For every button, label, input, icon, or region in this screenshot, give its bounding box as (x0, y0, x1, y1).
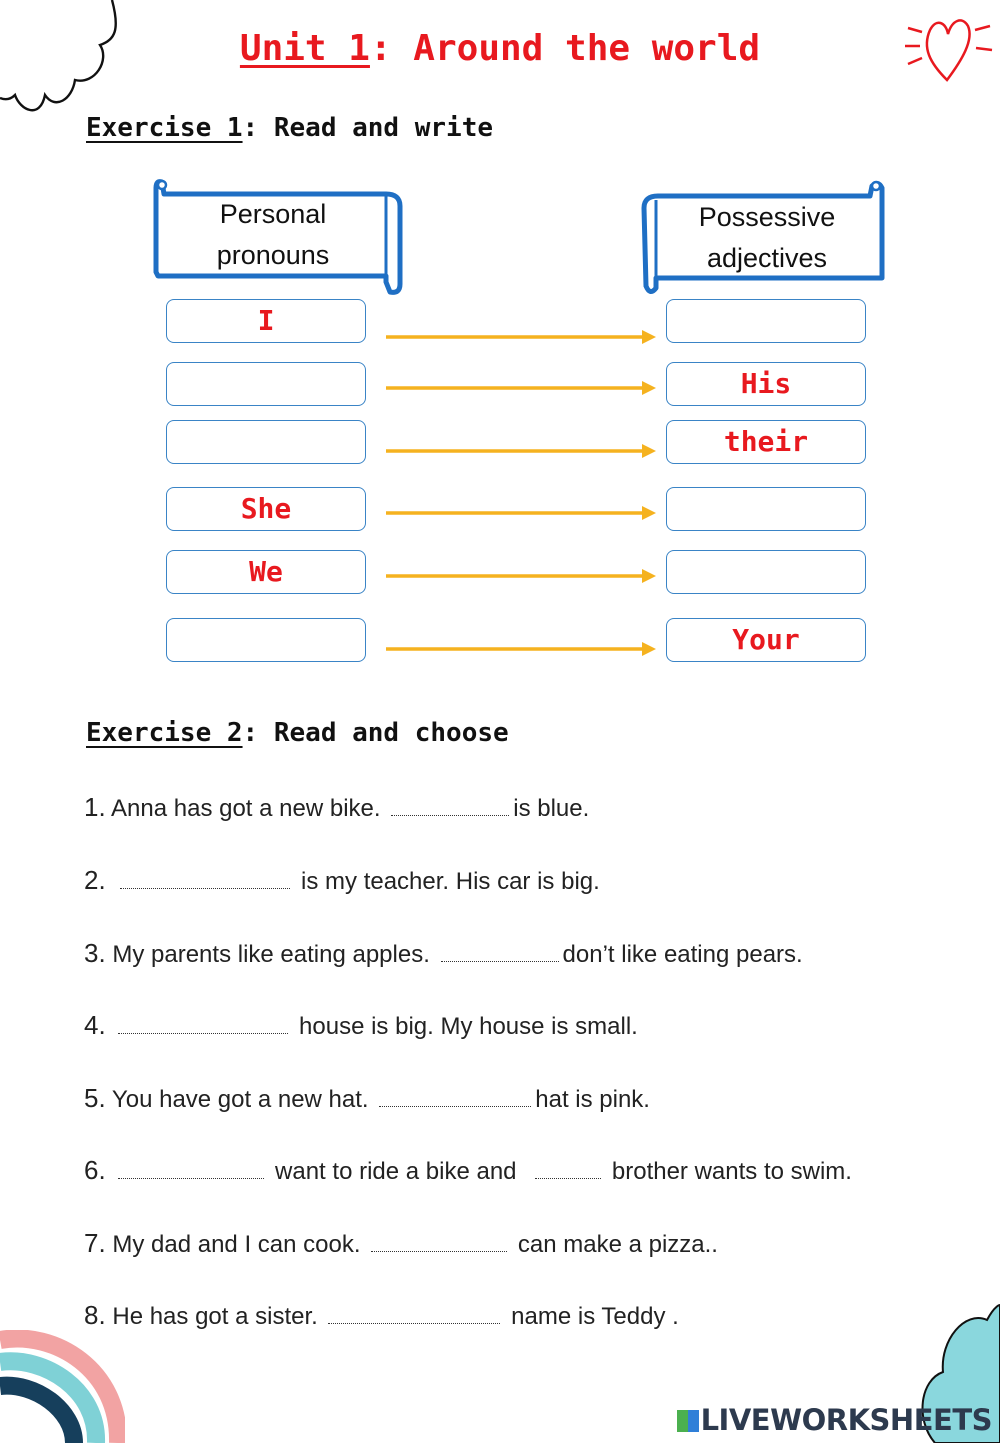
pronoun-box[interactable]: I (166, 299, 366, 343)
question-5: 5. You have got a new hat. hat is pink. (84, 1083, 650, 1113)
question-7: 7. My dad and I can cook. can make a pizza.. (84, 1228, 718, 1258)
arrow-icon (386, 381, 656, 395)
adjective-box[interactable] (666, 299, 866, 343)
arrow-icon (386, 444, 656, 458)
exercise1-heading: Exercise 1: Read and write (86, 113, 493, 143)
adjective-box[interactable] (666, 550, 866, 594)
right-banner-label: Possessive adjectives (698, 202, 836, 273)
pronoun-box[interactable]: We (166, 550, 366, 594)
answer-blank[interactable] (391, 797, 509, 816)
arrows-layer (380, 300, 665, 670)
page-title: Unit 1: Around the world (239, 28, 761, 69)
answer-blank[interactable] (118, 1015, 288, 1034)
pronoun-box[interactable] (166, 362, 366, 406)
liveworksheets-logo: LIVEWORKSHEETS (677, 1403, 992, 1437)
answer-blank[interactable] (371, 1233, 507, 1252)
question-2: 2. is my teacher. His car is big. (84, 865, 600, 895)
answer-blank[interactable] (118, 1160, 264, 1179)
answer-blank[interactable] (328, 1305, 500, 1324)
answer-blank[interactable] (535, 1160, 601, 1179)
answer-blank[interactable] (379, 1088, 531, 1107)
arrow-icon (386, 506, 656, 520)
adjective-box[interactable]: His (666, 362, 866, 406)
adjective-box[interactable] (666, 487, 866, 531)
logo-grid-icon (677, 1410, 699, 1432)
adjective-box[interactable]: Your (666, 618, 866, 662)
pronoun-box[interactable] (166, 420, 366, 464)
arrow-icon (386, 330, 656, 344)
arrow-icon (386, 569, 656, 583)
left-banner-label: Personal pronouns (216, 199, 330, 270)
question-3: 3. My parents like eating apples. don’t like eating pears. (84, 938, 803, 968)
question-4: 4. house is big. My house is small. (84, 1010, 638, 1040)
rainbow-doodle-icon (0, 1330, 125, 1443)
question-8: 8. He has got a sister. name is Teddy . (84, 1300, 679, 1330)
pronoun-box[interactable]: She (166, 487, 366, 531)
arrow-icon (386, 642, 656, 656)
exercise2-heading: Exercise 2: Read and choose (86, 718, 509, 748)
question-6: 6. want to ride a bike and brother wants to swim. (84, 1155, 852, 1185)
pronoun-box[interactable] (166, 618, 366, 662)
answer-blank[interactable] (120, 870, 290, 889)
answer-blank[interactable] (441, 943, 559, 962)
question-1: 1. Anna has got a new bike. is blue. (84, 792, 590, 822)
adjective-box[interactable]: their (666, 420, 866, 464)
